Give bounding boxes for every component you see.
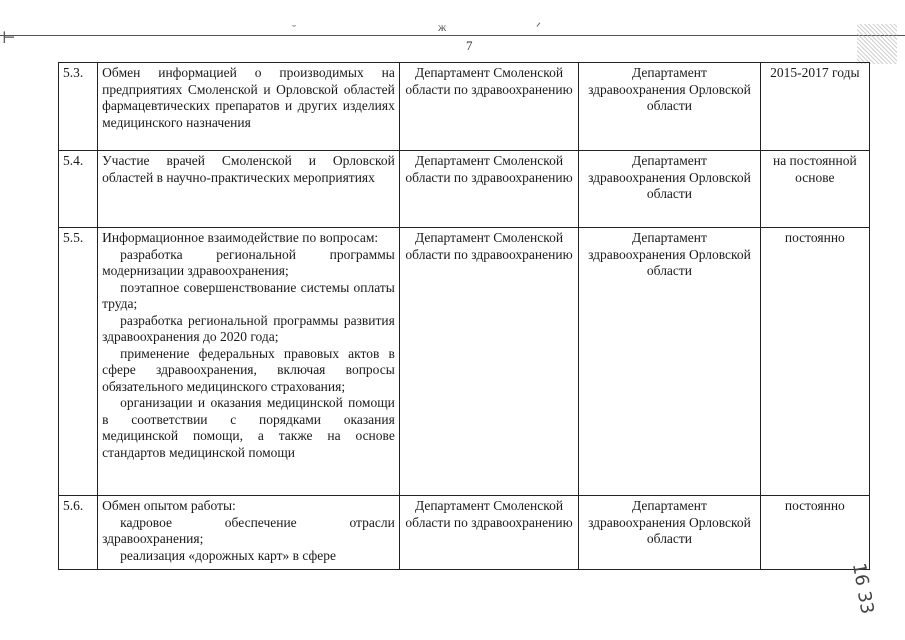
measure-subitem: организации и оказания медицинской помощи в соответствии с порядками оказания медицинской помощи, а также на основе стандартов медицинской помощи	[102, 395, 395, 460]
measure-text: Информационное взаимодействие по вопросам:	[102, 230, 379, 245]
measure-description	[98, 63, 400, 151]
responsible-executor: Департамент Смоленской области по здравоохранению	[399, 63, 578, 151]
responsible-executor: Департамент Смоленской области по здравоохранению	[399, 151, 578, 228]
row-number: 5.3.	[59, 63, 98, 151]
scan-mark: ᐟ	[536, 20, 542, 34]
table-row	[59, 496, 870, 570]
row-number: 5.6.	[59, 496, 98, 570]
measure-description	[98, 151, 400, 228]
implementation-term: на постоянной основе	[760, 151, 869, 228]
table-row	[59, 228, 870, 496]
implementation-term: постоянно	[760, 496, 869, 570]
measures-table	[58, 62, 870, 570]
scan-mark: ⊢	[2, 30, 16, 47]
measure-text: Обмен опытом работы:	[102, 498, 236, 513]
scan-mark: ж	[438, 20, 447, 34]
measure-subitem: поэтапное совершенствование системы оплаты труда;	[102, 279, 395, 311]
measure-subitem: кадровое обеспечение отрасли здравоохранения;	[102, 514, 395, 546]
measure-subitem: реализация «дорожных карт» в сфере	[120, 547, 337, 563]
implementation-term: 2015-2017 годы	[760, 63, 869, 151]
responsible-executor: Департамент Смоленской области по здравоохранению	[399, 496, 578, 570]
page-number: 7	[466, 38, 473, 53]
measure-subitem: применение федеральных правовых актов в сфере здравоохранения, включая вопросы обязательного медицинского страхования;	[102, 345, 395, 394]
co-executor: Департамент здравоохранения Орловской области	[579, 63, 760, 151]
measure-description	[98, 228, 400, 496]
table-row	[59, 63, 870, 151]
scan-header-rule	[0, 35, 905, 36]
measure-text: Обмен информацией о производимых на предприятиях Смоленской и Орловской областей фармацевтических препаратов и других изделиях медицинского назначения	[102, 65, 395, 130]
row-number: 5.4.	[59, 151, 98, 228]
table-row	[59, 151, 870, 228]
measure-text: Участие врачей Смоленской и Орловской областей в научно-практических мероприятиях	[102, 153, 395, 185]
co-executor: Департамент здравоохранения Орловской области	[579, 151, 760, 228]
responsible-executor: Департамент Смоленской области по здравоохранению	[399, 228, 578, 496]
handwritten-margin-note: 16 33	[848, 561, 879, 616]
scan-mark: ˘	[292, 22, 296, 36]
measure-description	[98, 496, 400, 570]
co-executor: Департамент здравоохранения Орловской области	[579, 228, 760, 496]
measure-subitem: разработка региональной программы модернизации здравоохранения;	[102, 246, 395, 278]
measure-subitem: разработка региональной программы развития здравоохранения до 2020 года;	[102, 312, 395, 344]
scan-corner-noise	[857, 24, 897, 64]
implementation-term: постоянно	[760, 228, 869, 496]
row-number: 5.5.	[59, 228, 98, 496]
co-executor: Департамент здравоохранения Орловской области	[579, 496, 760, 570]
